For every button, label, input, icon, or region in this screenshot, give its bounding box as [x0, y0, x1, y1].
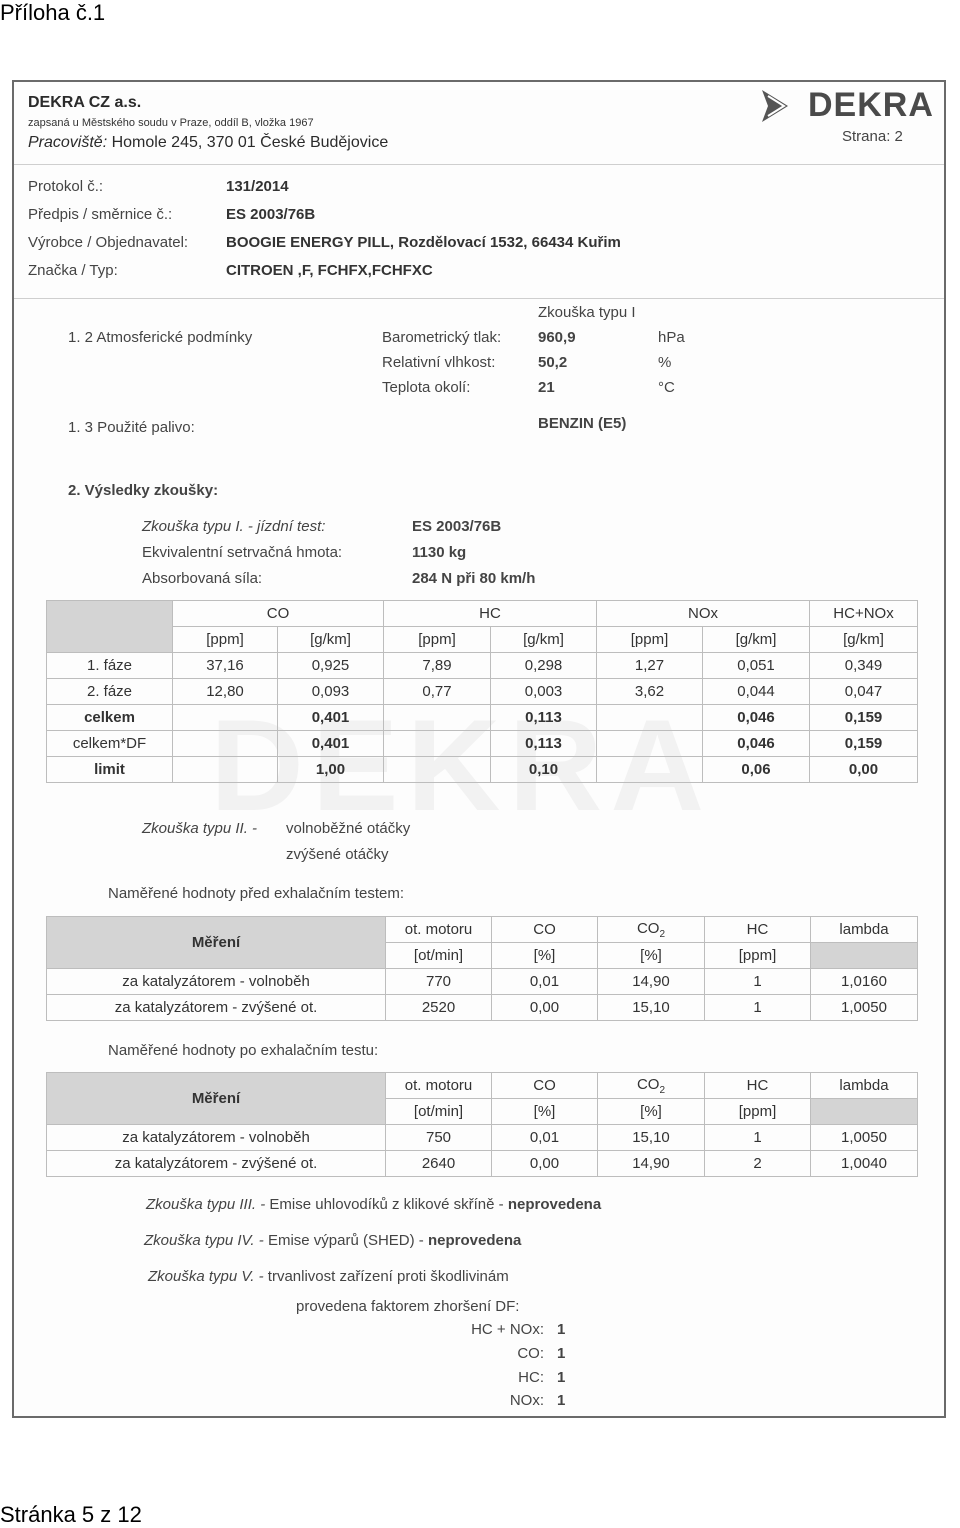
type3-result: neprovedena: [507, 1196, 602, 1213]
meta-divider: [14, 298, 944, 299]
corner-cell: [47, 601, 173, 653]
results-title: 2. Výsledky zkoušky:: [68, 482, 219, 499]
cell: 3,62: [597, 679, 703, 705]
type3-text: Emise uhlovodíků z klikové skříně -: [269, 1196, 504, 1213]
type1-label: Zkouška typu I. - jízdní test:: [142, 518, 326, 535]
cell: 0,113: [491, 731, 597, 757]
humidity-value: 50,2: [538, 354, 568, 371]
co2-label: CO: [636, 1075, 660, 1093]
manufacturer-value: BOOGIE ENERGY PILL, Rozdělovací 1532, 66434 Kuřim: [226, 234, 621, 251]
protocol-value: 131/2014: [226, 178, 289, 195]
fuel-value: BENZIN (E5): [538, 415, 627, 432]
group-header: HC: [384, 601, 597, 627]
protocol-label: Protokol č.:: [28, 178, 104, 195]
inertia-label: Ekvivalentní setrvačná hmota:: [142, 544, 343, 561]
col-header: ot. motoru: [386, 1073, 492, 1099]
cell: 14,90: [598, 1151, 705, 1177]
workplace-value: Homole 245, 370 01 České Budějovice: [111, 134, 389, 151]
cell: 0,01: [492, 969, 598, 995]
row-label: za katalyzátorem - zvýšené ot.: [47, 1151, 386, 1177]
cell: 1,00: [278, 757, 384, 783]
pressure-value: 960,9: [538, 329, 576, 346]
cell: 0,159: [810, 731, 918, 757]
table-row: [47, 995, 918, 1021]
col-header: lambda: [811, 917, 918, 943]
cell: [173, 705, 278, 731]
unit-header: [ppm]: [384, 627, 491, 653]
co2-subscript: 2: [659, 1084, 666, 1096]
directive-label: Předpis / směrnice č.:: [28, 206, 173, 223]
cell: 750: [386, 1125, 492, 1151]
workplace: [28, 134, 388, 152]
table-row: [47, 757, 918, 783]
table-row: [47, 969, 918, 995]
unit-header: [g/km]: [491, 627, 597, 653]
row-label: za katalyzátorem - volnoběh: [47, 969, 386, 995]
cell: 14,90: [598, 969, 705, 995]
workplace-label: Pracoviště:: [28, 134, 108, 151]
cell: 0,925: [278, 653, 384, 679]
before-test-title: Naměřené hodnoty před exhalačním testem:: [108, 885, 404, 902]
cell: 0,01: [492, 1125, 598, 1151]
unit-header: [%]: [492, 943, 598, 969]
company-name: DEKRA CZ a.s.: [28, 94, 142, 111]
before-test-table: [46, 916, 918, 1021]
table-row: [47, 705, 918, 731]
type2-high-rpm: zvýšené otáčky: [286, 846, 389, 863]
brand-type-value: CITROEN ,F, FCHFX,FCHFXC: [226, 262, 433, 279]
group-header: NOx: [597, 601, 810, 627]
cell: 0,044: [703, 679, 810, 705]
fuel-label: 1. 3 Použité palivo:: [68, 419, 195, 436]
df-label-co: CO:: [517, 1345, 544, 1362]
cell: 2520: [386, 995, 492, 1021]
col-header: CO: [492, 1073, 598, 1099]
type5-label: Zkouška typu V. -: [148, 1268, 264, 1285]
absorbed-power-value: 284 N při 80 km/h: [412, 570, 536, 587]
temperature-value: 21: [538, 379, 555, 396]
type5-line: [148, 1268, 509, 1285]
unit-header: [%]: [598, 943, 705, 969]
cell: 15,10: [598, 995, 705, 1021]
unit-header: [811, 1099, 918, 1125]
row-label: celkem*DF: [47, 731, 173, 757]
cell: 2: [705, 1151, 811, 1177]
co2-label: CO: [636, 919, 660, 937]
unit-header: [ppm]: [173, 627, 278, 653]
group-header: CO: [173, 601, 384, 627]
page-number: Strana: 2: [842, 128, 903, 145]
df-label-hc: HC:: [518, 1369, 544, 1386]
cell: [384, 757, 491, 783]
df-value-co: 1: [557, 1345, 566, 1362]
measurement-header: Měření: [47, 917, 386, 969]
cell: 1,27: [597, 653, 703, 679]
unit-header: [ppm]: [705, 943, 811, 969]
after-test-table: [46, 1072, 918, 1177]
page-footer: Stránka 5 z 12: [0, 1502, 142, 1527]
cell: 2640: [386, 1151, 492, 1177]
table-row: [47, 917, 918, 943]
measurement-header: Měření: [47, 1073, 386, 1125]
header-divider: [14, 164, 944, 165]
logo-wordmark: DEKRA: [808, 86, 934, 124]
cell: [384, 731, 491, 757]
cell: 1: [705, 995, 811, 1021]
table-row: [47, 601, 918, 627]
cell: 0,003: [491, 679, 597, 705]
cell: 770: [386, 969, 492, 995]
cell: [597, 757, 703, 783]
unit-header: [%]: [492, 1099, 598, 1125]
cell: 0,77: [384, 679, 491, 705]
unit-header: [g/km]: [810, 627, 918, 653]
type4-text: Emise výparů (SHED) -: [267, 1232, 424, 1249]
cell: 1,0040: [811, 1151, 918, 1177]
absorbed-power-label: Absorbovaná síla:: [142, 570, 263, 587]
inertia-value: 1130 kg: [412, 544, 467, 561]
temperature-unit: °C: [658, 379, 675, 396]
row-label: 2. fáze: [47, 679, 173, 705]
table-row: [47, 679, 918, 705]
cell: 0,00: [492, 1151, 598, 1177]
cell: 0,047: [810, 679, 918, 705]
df-label-hcnox: HC + NOx:: [471, 1321, 544, 1338]
col-header: [598, 1073, 705, 1099]
row-label: za katalyzátorem - volnoběh: [47, 1125, 386, 1151]
cell: 1,0050: [811, 995, 918, 1021]
cell: 0,401: [278, 731, 384, 757]
cell: 12,80: [173, 679, 278, 705]
cell: 0,00: [492, 995, 598, 1021]
df-title: provedena faktorem zhoršení DF:: [296, 1298, 520, 1315]
cell: 7,89: [384, 653, 491, 679]
row-label: limit: [47, 757, 173, 783]
cell: 1,0160: [811, 969, 918, 995]
temperature-label: Teplota okolí:: [382, 379, 471, 396]
manufacturer-label: Výrobce / Objednavatel:: [28, 234, 189, 251]
cell: [597, 731, 703, 757]
unit-header: [ppm]: [597, 627, 703, 653]
table-row: [47, 1125, 918, 1151]
df-value-hcnox: 1: [557, 1321, 566, 1338]
col-header: CO: [492, 917, 598, 943]
type4-result: neprovedena: [427, 1232, 522, 1249]
df-value-hc: 1: [557, 1369, 566, 1386]
table-row: [47, 731, 918, 757]
row-label: za katalyzátorem - zvýšené ot.: [47, 995, 386, 1021]
col-header: lambda: [811, 1073, 918, 1099]
cell: [597, 705, 703, 731]
type3-label: Zkouška typu III. -: [146, 1196, 266, 1213]
group-header: HC+NOx: [810, 601, 918, 627]
cell: [173, 757, 278, 783]
cell: 0,10: [491, 757, 597, 783]
humidity-label: Relativní vlhkost:: [382, 354, 496, 371]
pressure-unit: hPa: [658, 329, 685, 346]
company-registry: zapsaná u Městského soudu v Praze, oddíl B, vložka 1967: [28, 117, 314, 129]
cell: 15,10: [598, 1125, 705, 1151]
row-label: 1. fáze: [47, 653, 173, 679]
col-header: HC: [705, 1073, 811, 1099]
cell: [173, 731, 278, 757]
type5-text: trvanlivost zařízení proti škodlivinám: [267, 1268, 509, 1285]
brand-type-label: Značka / Typ:: [28, 262, 118, 279]
unit-header: [%]: [598, 1099, 705, 1125]
page-top-label: Příloha č.1: [0, 0, 106, 25]
after-test-title: Naměřené hodnoty po exhalačním testu:: [108, 1042, 379, 1059]
table-row: [47, 627, 918, 653]
type1-value: ES 2003/76B: [412, 518, 502, 535]
cell: 0,051: [703, 653, 810, 679]
col-header: ot. motoru: [386, 917, 492, 943]
cell: 1: [705, 969, 811, 995]
type4-label: Zkouška typu IV. -: [144, 1232, 264, 1249]
cell: 0,298: [491, 653, 597, 679]
cell: 37,16: [173, 653, 278, 679]
cell: 0,093: [278, 679, 384, 705]
col-header: HC: [705, 917, 811, 943]
unit-header: [811, 943, 918, 969]
pressure-label: Barometrický tlak:: [382, 329, 502, 346]
directive-value: ES 2003/76B: [226, 206, 316, 223]
cell: 1,0050: [811, 1125, 918, 1151]
test-type-title: Zkouška typu I: [538, 304, 636, 321]
unit-header: [ppm]: [705, 1099, 811, 1125]
col-header: [598, 917, 705, 943]
type4-line: [144, 1232, 521, 1249]
type3-line: [146, 1196, 601, 1213]
table-row: [47, 653, 918, 679]
atmospheric-section: 1. 2 Atmosferické podmínky: [68, 329, 253, 346]
cell: 0,06: [703, 757, 810, 783]
table-row: [47, 1151, 918, 1177]
co2-subscript: 2: [659, 928, 666, 940]
type2-label: Zkouška typu II. -: [142, 820, 258, 837]
cell: 0,159: [810, 705, 918, 731]
unit-header: [ot/min]: [386, 943, 492, 969]
cell: 1: [705, 1125, 811, 1151]
cell: 0,00: [810, 757, 918, 783]
humidity-unit: %: [658, 354, 672, 371]
cell: 0,401: [278, 705, 384, 731]
df-label-nox: NOx:: [509, 1392, 544, 1409]
table-row: [47, 1073, 918, 1099]
unit-header: [g/km]: [703, 627, 810, 653]
df-value-nox: 1: [557, 1392, 566, 1409]
cell: [384, 705, 491, 731]
cell: 0,046: [703, 705, 810, 731]
cell: 0,349: [810, 653, 918, 679]
emissions-table: [46, 600, 918, 783]
cell: 0,113: [491, 705, 597, 731]
type2-idle: volnoběžné otáčky: [286, 820, 411, 837]
unit-header: [ot/min]: [386, 1099, 492, 1125]
cell: 0,046: [703, 731, 810, 757]
row-label: celkem: [47, 705, 173, 731]
unit-header: [g/km]: [278, 627, 384, 653]
